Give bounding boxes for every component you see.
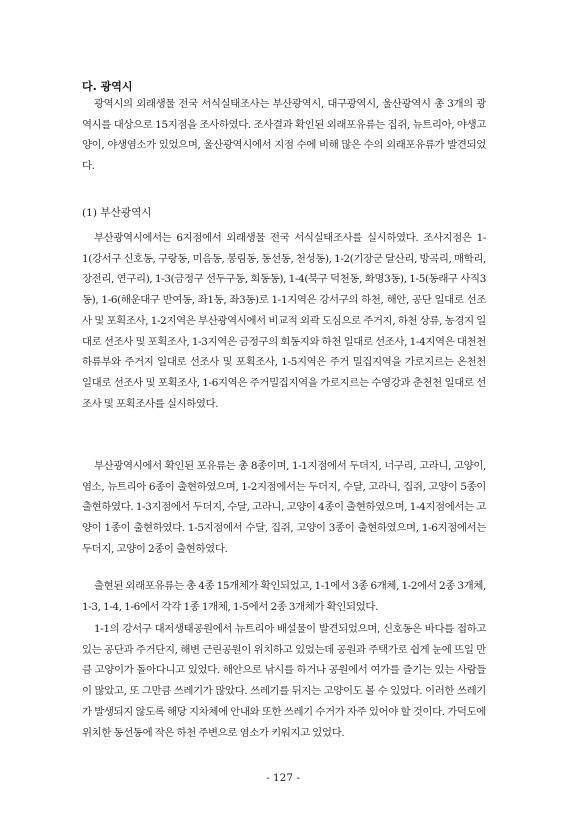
body-paragraph-3: 출현된 외래포유류는 총 4종 15개체가 확인되었고, 1-1에서 3종 6개체, 1-2에서 2종 3개체, 1-3, 1-4, 1-6에서 각각 1종 1개체, 1-5에서 2종 3개체가 확인되었다. (82, 580, 486, 613)
body-paragraph-1: 부산광역시에서는 6지점에서 외래생물 전국 서식실태조사를 실시하였다. 조사지점은 1-1(강서구 신호동, 구랑동, 미음동, 봉림동, 동선동, 천성동), 1-2(기장군 달산리, 방곡리, 매학리, 장전리, 연구리), 1-3(금정구 선두구동, 회동동), 1-4(북구 덕천동, 화명3동), 1-5(동래구 사직3동), 1-6(해운대구 반여동, 좌1동, 좌3동)로 1-1지역은 강서구의 하천, 해안, 공단 일대로 선조사 및 포획조사, 1-2지역은 부산광역시에서 비교적 외곽 도심으로 주거지, 하천 상류, 농경지 일대로 선조사 및 포획조사, 1-3지역은 금정구의 회동지와 하천 일대로 선조사, 1-4지역은 대천천 하류부와 주거지 일대로 선조사 및 포획조사, 1-5지역은 주거 밀집지역을 가로지르는 온천천 일대로 선조사 및 포획조사, 1-6지역은 주거밀집지역을 가로지르는 수영강과 춘천천 일대로 선조사 및 포획조사를 실시하였다. (82, 232, 486, 410)
subsection-title: (1) 부산광역시 (82, 207, 152, 219)
intro-paragraph: 광역시의 외래생물 전국 서식실태조사는 부산광역시, 대구광역시, 울산광역시 총 3개의 광역시를 대상으로 15지점을 조사하였다. 조사결과 확인된 외래포유류는 집쥐, 뉴트리아, 야생고양이, 야생염소가 있었으며, 울산광역시에서 지점 수에 비해 많은 수의 외래포유류가 발견되었다. (82, 98, 486, 173)
page-number: - 127 - (266, 772, 300, 784)
body-paragraph-2: 부산광역시에서 확인된 포유류는 총 8종이며, 1-1지점에서 두더지, 너구리, 고라니, 고양이, 염소, 뉴트리아 6종이 출현하였으며, 1-2지점에서는 두더지, 수달, 고라니, 집쥐, 고양이 5종이 출현하였다. 1-3지점에서 두더지, 수달, 고라니, 고양이 4종이 출현하였으며, 1-4지점에서는 고양이 1종이 출현하였다. 1-5지점에서 수달, 집쥐, 고양이 3종이 출현하였으며, 1-6지점에서는 두더지, 고양이 2종이 출현하였다. (82, 460, 486, 555)
body-paragraph-4: 1-1의 강서구 대저생태공원에서 뉴트리아 배설물이 발견되었으며, 신호동은 바다를 접하고 있는 공단과 주거단지, 해변 근린공원이 위치하고 있었는데 공원과 주택가로 쉽게 눈에 뜨일 만큼 고양이가 돌아다니고 있었다. 해안으로 낚시를 하거나 공원에서 여가를 즐기는 있는 사람들이 많았고, 또 그만큼 쓰레기가 많았다. 쓰레기를 뒤지는 고양이도 볼 수 있었다. 이러한 쓰레기가 발생되지 않도록 해당 지차체에 안내와 또한 쓰레기 수거가 자주 있어야 할 것이다. 가덕도에 위치한 동선동에 작은 하천 주변으로 염소가 키워지고 있었다. (82, 623, 486, 739)
section-title: 다. 광역시 (82, 80, 133, 93)
